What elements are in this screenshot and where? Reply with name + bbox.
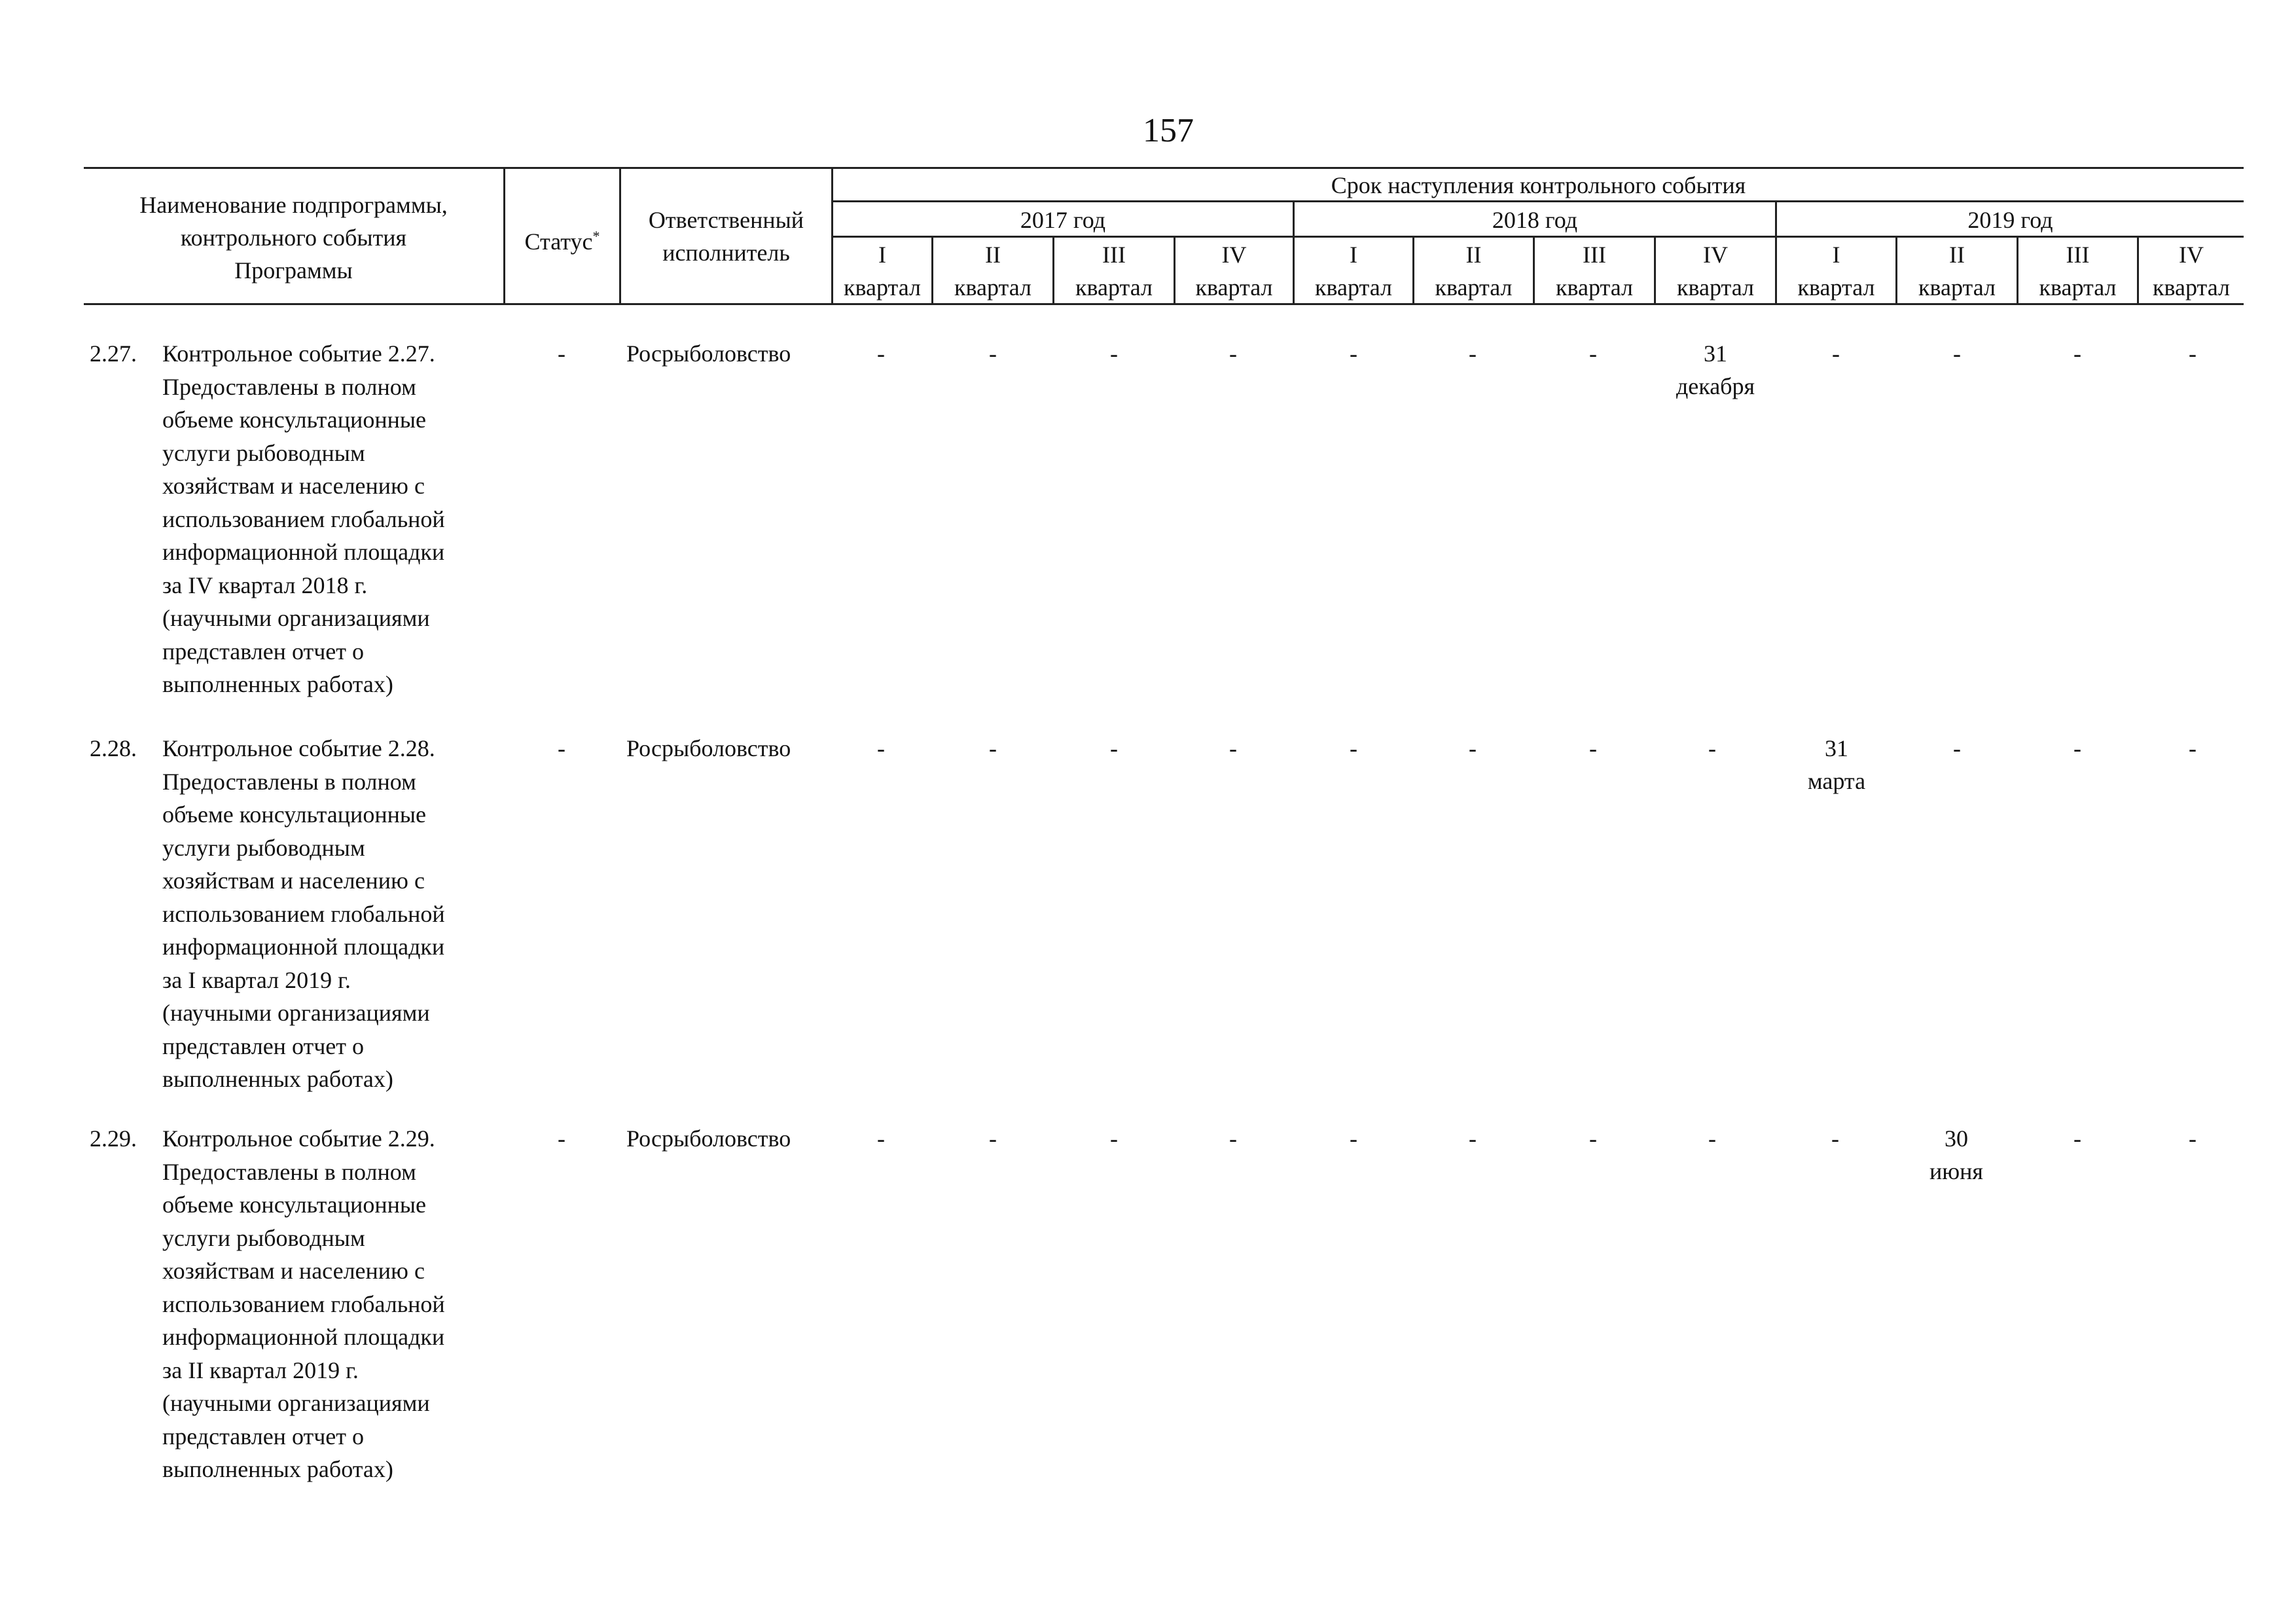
quarter-word: квартал bbox=[1315, 274, 1392, 301]
quarter-header-2019-3 bbox=[2018, 238, 2137, 304]
quarter-cell: - bbox=[1350, 340, 1357, 367]
header-year-2019: 2019 год bbox=[1967, 207, 2053, 233]
quarter-cell: - bbox=[1953, 340, 1961, 367]
quarter-word: квартал bbox=[844, 274, 921, 301]
row-description-line: представлен отчет о bbox=[162, 1423, 365, 1450]
quarter-cell: - bbox=[1708, 1125, 1716, 1152]
row-description-line: информационной площадки bbox=[162, 934, 445, 960]
row-description-line: (научными организациями bbox=[162, 605, 430, 631]
quarter-word: квартал bbox=[1075, 274, 1153, 301]
row-description-line: хозяйствам и населению с bbox=[162, 867, 425, 894]
quarter-numeral: I bbox=[1832, 242, 1840, 268]
quarter-cell: - bbox=[989, 340, 997, 367]
header-executor-line-1: Ответственный bbox=[648, 207, 804, 233]
row-description-line: услуги рыбоводным bbox=[162, 439, 365, 466]
row-description-line: Контрольное событие 2.28. bbox=[162, 735, 435, 761]
row-description-line: Контрольное событие 2.27. bbox=[162, 340, 435, 367]
row-description-line: представлен отчет о bbox=[162, 638, 365, 665]
row-description-line: (научными организациями bbox=[162, 1000, 430, 1026]
row-description-line: использованием глобальной bbox=[162, 900, 445, 927]
quarter-cell: - bbox=[1708, 735, 1716, 761]
quarter-header-2017-3 bbox=[1054, 238, 1174, 304]
quarter-cell: - bbox=[1832, 340, 1840, 367]
row-description-line: услуги рыбоводным bbox=[162, 1224, 365, 1251]
quarter-word: квартал bbox=[1918, 274, 1996, 301]
row-status: - bbox=[558, 735, 565, 761]
row-executor: Росрыболовство bbox=[626, 735, 791, 761]
row-description-line: хозяйствам и населению с bbox=[162, 473, 425, 499]
quarter-numeral: III bbox=[1102, 242, 1126, 268]
quarter-cell-date: 30 июня bbox=[1929, 1125, 1983, 1184]
header-status bbox=[505, 220, 619, 258]
quarter-word: квартал bbox=[1195, 274, 1273, 301]
quarter-word: квартал bbox=[1677, 274, 1754, 301]
quarter-header-2018-4 bbox=[1656, 238, 1775, 304]
row-description-line: услуги рыбоводным bbox=[162, 834, 365, 861]
row-executor: Росрыболовство bbox=[626, 340, 791, 367]
quarter-header-2018-1 bbox=[1295, 238, 1412, 304]
quarter-cell: - bbox=[1350, 1125, 1357, 1152]
quarter-header-2017-4 bbox=[1175, 238, 1293, 304]
quarter-word: квартал bbox=[2039, 274, 2117, 301]
quarter-cell: - bbox=[2189, 340, 2197, 367]
row-description-line: за II квартал 2019 г. bbox=[162, 1357, 359, 1383]
quarter-numeral: II bbox=[1949, 242, 1965, 268]
row-description-line: объеме консультационные bbox=[162, 1192, 427, 1218]
quarter-header-2019-1 bbox=[1777, 238, 1895, 304]
quarter-cell: - bbox=[1589, 1125, 1597, 1152]
quarter-cell: - bbox=[1589, 735, 1597, 761]
row-executor: Росрыболовство bbox=[626, 1125, 791, 1152]
quarter-cell: - bbox=[1589, 340, 1597, 367]
row-description-line: за IV квартал 2018 г. bbox=[162, 572, 368, 598]
header-executor-line-2: исполнитель bbox=[662, 240, 790, 266]
row-description bbox=[162, 1122, 445, 1486]
quarter-header-2019-2 bbox=[1897, 238, 2017, 304]
header-status-label: Статус bbox=[524, 228, 593, 255]
row-description-line: объеме консультационные bbox=[162, 407, 427, 433]
row-description-line: использованием глобальной bbox=[162, 1290, 445, 1317]
quarter-cell: - bbox=[1350, 735, 1357, 761]
quarter-numeral: III bbox=[2066, 242, 2090, 268]
quarter-cell: - bbox=[1229, 1125, 1237, 1152]
row-description-line: выполненных работах) bbox=[162, 1456, 393, 1482]
quarter-numeral: IV bbox=[1703, 242, 1728, 268]
quarter-cell: - bbox=[1953, 735, 1961, 761]
row-description-line: Предоставлены в полном bbox=[162, 373, 416, 400]
row-description-line: Предоставлены в полном bbox=[162, 1158, 416, 1185]
row-description-line: Контрольное событие 2.29. bbox=[162, 1125, 435, 1152]
quarter-cell: - bbox=[1229, 735, 1237, 761]
row-status: - bbox=[558, 1125, 565, 1152]
quarter-cell-date: 31 марта bbox=[1807, 735, 1866, 794]
quarter-word: квартал bbox=[1435, 274, 1513, 301]
page-number: 157 bbox=[1143, 112, 1194, 149]
quarter-numeral: III bbox=[1583, 242, 1606, 268]
row-description-line: информационной площадки bbox=[162, 1324, 445, 1350]
header-year-2017: 2017 год bbox=[1020, 207, 1106, 233]
row-description-line: за I квартал 2019 г. bbox=[162, 966, 351, 993]
quarter-header-2019-4 bbox=[2139, 238, 2244, 304]
row-description-line: представлен отчет о bbox=[162, 1032, 365, 1059]
quarter-cell: - bbox=[877, 340, 885, 367]
header-name-line-3: Программы bbox=[234, 257, 353, 283]
row-description-line: хозяйствам и населению с bbox=[162, 1258, 425, 1284]
quarter-cell: - bbox=[1110, 1125, 1118, 1152]
row-description-line: выполненных работах) bbox=[162, 1066, 393, 1092]
row-number: 2.29. bbox=[90, 1125, 137, 1152]
quarter-cell: - bbox=[2189, 1125, 2197, 1152]
header-status-footnote-mark: * bbox=[592, 228, 600, 244]
quarter-cell: - bbox=[1469, 340, 1477, 367]
quarter-cell: - bbox=[2073, 1125, 2081, 1152]
row-description-line: объеме консультационные bbox=[162, 801, 427, 828]
quarter-cell: - bbox=[1110, 735, 1118, 761]
quarter-cell: - bbox=[2189, 735, 2197, 761]
quarter-header-2018-2 bbox=[1414, 238, 1533, 304]
quarter-cell: - bbox=[1831, 1125, 1839, 1152]
quarter-numeral: IV bbox=[1221, 242, 1247, 268]
quarter-numeral: I bbox=[1350, 242, 1357, 268]
quarter-cell: - bbox=[877, 735, 885, 761]
row-description-line: информационной площадки bbox=[162, 539, 445, 565]
quarter-cell: - bbox=[1110, 340, 1118, 367]
quarter-header-2017-1 bbox=[833, 238, 931, 304]
row-description-line: использованием глобальной bbox=[162, 505, 445, 532]
quarter-cell: - bbox=[1229, 340, 1237, 367]
quarter-cell: - bbox=[989, 735, 997, 761]
row-description-line: (научными организациями bbox=[162, 1390, 430, 1416]
row-number: 2.28. bbox=[90, 735, 137, 761]
quarter-cell: - bbox=[1469, 735, 1477, 761]
quarter-header-2018-3 bbox=[1535, 238, 1654, 304]
quarter-numeral: II bbox=[1465, 242, 1482, 268]
quarter-word: квартал bbox=[1797, 274, 1875, 301]
row-description-line: выполненных работах) bbox=[162, 671, 393, 697]
quarter-cell: - bbox=[2073, 340, 2081, 367]
quarter-numeral: II bbox=[985, 242, 1001, 268]
quarter-cell: - bbox=[2073, 735, 2081, 761]
quarter-numeral: I bbox=[878, 242, 886, 268]
quarter-header-2017-2 bbox=[933, 238, 1052, 304]
quarter-cell: - bbox=[989, 1125, 997, 1152]
row-description bbox=[162, 732, 445, 1096]
row-status: - bbox=[558, 340, 565, 367]
quarter-word: квартал bbox=[954, 274, 1031, 301]
header-name-line-1: Наименование подпрограммы, bbox=[139, 192, 448, 218]
quarter-cell: - bbox=[1469, 1125, 1477, 1152]
row-number: 2.27. bbox=[90, 340, 137, 367]
quarter-cell: - bbox=[877, 1125, 885, 1152]
quarter-word: квартал bbox=[1556, 274, 1633, 301]
header-deadline: Срок наступления контрольного события bbox=[1331, 172, 1746, 198]
row-description bbox=[162, 337, 445, 701]
quarter-numeral: IV bbox=[2179, 242, 2204, 268]
header-name-line-2: контрольного события bbox=[180, 225, 407, 251]
row-description-line: Предоставлены в полном bbox=[162, 768, 416, 795]
quarter-word: квартал bbox=[2153, 274, 2230, 301]
quarter-cell-date: 31 декабря bbox=[1676, 340, 1755, 399]
header-year-2018: 2018 год bbox=[1492, 207, 1578, 233]
